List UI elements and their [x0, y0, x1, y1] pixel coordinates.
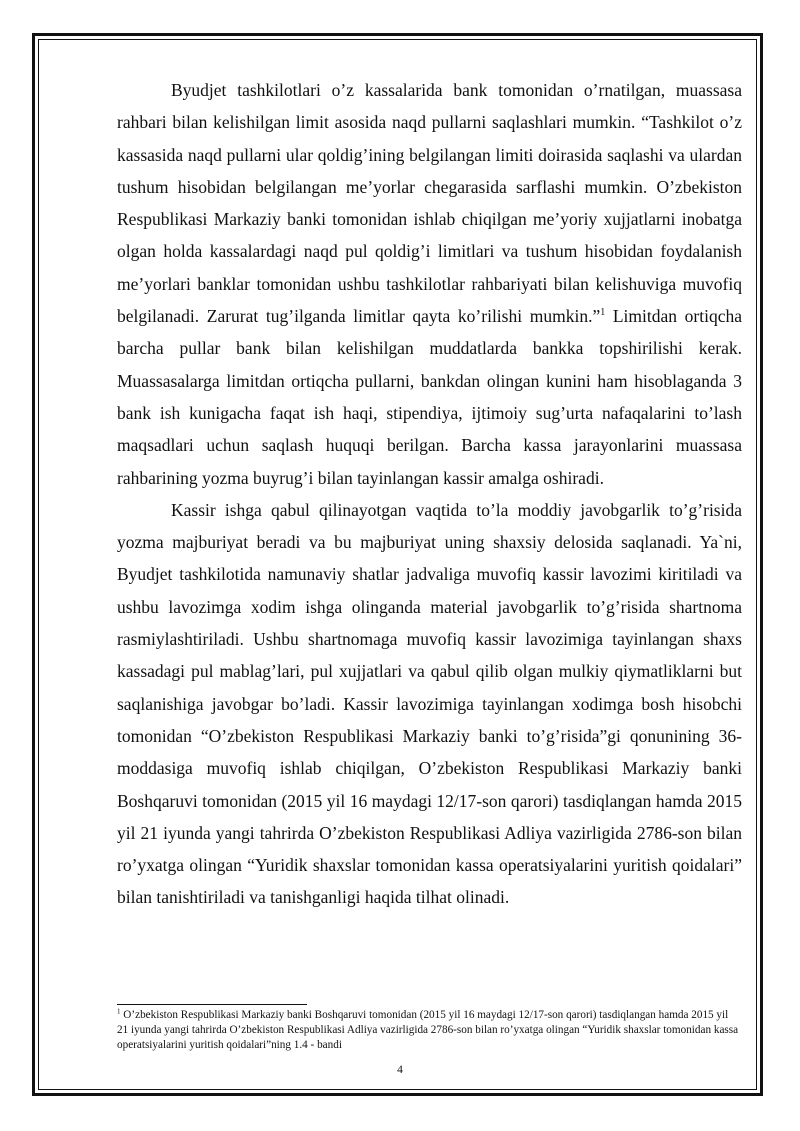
footnote-separator — [117, 1004, 307, 1005]
footnote-mark: 1 — [117, 1007, 121, 1016]
paragraph-1 — [117, 74, 742, 494]
body-text — [117, 74, 742, 914]
paragraph-1-continuation: Limitdan ortiqcha barcha pullar bank bilan kelishilgan muddatlarda bankka topshirilishi kerak. Muassasalarga limitdan ortiqcha pullarni, bankdan olingan kunini ham hisoblaganda 3 bank ish kunigacha faqat ish haqi, stipendiya, ijtimoiy sug’urta nafaqalarini to’lash maqsadlari uchun saqlash huquqi berilgan. Barcha kassa jarayonlarini muassasa rahbarining yozma buyrug’i bilan tayinlangan kassir amalga oshiradi. — [117, 306, 742, 488]
footnote — [117, 1008, 742, 1053]
paragraph-2: Kassir ishga qabul qilinayotgan vaqtida to’la moddiy javobgarlik to’g’risida yozma majburiyat beradi va bu majburiyat uning shaxsiy delosida saqlanadi. Ya`ni, Byudjet tashkilotida namunaviy shatlar jadvaliga muvofiq kassir lavozimi kiritiladi va ushbu lavozimga xodim ishga olinganda material javobgarlik to’g’risida shartnoma rasmiylashtiriladi. Ushbu shartnomaga muvofiq kassir lavozimiga tayinlangan shaxs kassadagi pul mablag’lari, pul xujjatlari va qabul qilib olgan mulkiy qiymatliklarni but saqlanishiga javobgar bo’ladi. Kassir lavozimiga tayinlangan xodimga bosh hisobchi tomonidan “O’zbekiston Respublikasi Markaziy banki to’g’risida”gi qonunining 36-moddasiga muvofiq ishlab chiqilgan, O’zbekiston Respublikasi Markaziy banki Boshqaruvi tomonidan (2015 yil 16 maydagi 12/17-son qarori) tasdiqlangan hamda 2015 yil 21 iyunda yangi tahrirda O’zbekiston Respublikasi Adliya vazirligida 2786-son bilan ro’yxatga olingan “Yuridik shaxslar tomonidan kassa operatsiyalarini yuritish qoidalari” bilan tanishtiriladi va tanishganligi haqida tilhat olinadi. — [117, 499, 742, 908]
footnote-reference: 1 — [600, 307, 606, 319]
page-number: 4 — [397, 1064, 403, 1076]
footnote-text: O’zbekiston Respublikasi Markaziy banki Boshqaruvi tomonidan (2015 yil 16 maydagi 12/17-son qarori) tasdiqlangan hamda 2015 yil 21 iyunda yangi tahrirda O’zbekiston Respublikasi Adliya vazirligida 2786-son bilan ro’yxatga olingan “Yuridik shaxslar tomonidan kassa operatsiyalarini yuritish qoidalari”ning 1.4 - bandi — [117, 1009, 739, 1051]
paragraph-1-text: Byudjet tashkilotlari o’z kassalarida bank tomonidan o’rnatilgan, muassasa rahbari bilan kelishilgan limit asosida naqd pullarni saqlashlari mumkin. “Tashkilot o’z kassasida naqd pullarni ular qoldig’ining belgilangan limiti doirasida saqlashi va ulardan tushum hisobidan belgilangan me’yorlar chegarasida sarflashi mumkin. O’zbekiston Respublikasi Markaziy banki tomonidan ishlab chiqilgan me’yoriy xujjatlarni inobatga olgan holda kassalardagi naqd pul qoldig’i limitlari va tushum hisobidan foydalanish me’yorlari banklar tomonidan ushbu tashkilotlar rahbariyati bilan kelishuviga muvofiq belgilanadi. Zarurat tug’ilganda limitlar qayta ko’rilishi mumkin.” — [117, 80, 742, 327]
